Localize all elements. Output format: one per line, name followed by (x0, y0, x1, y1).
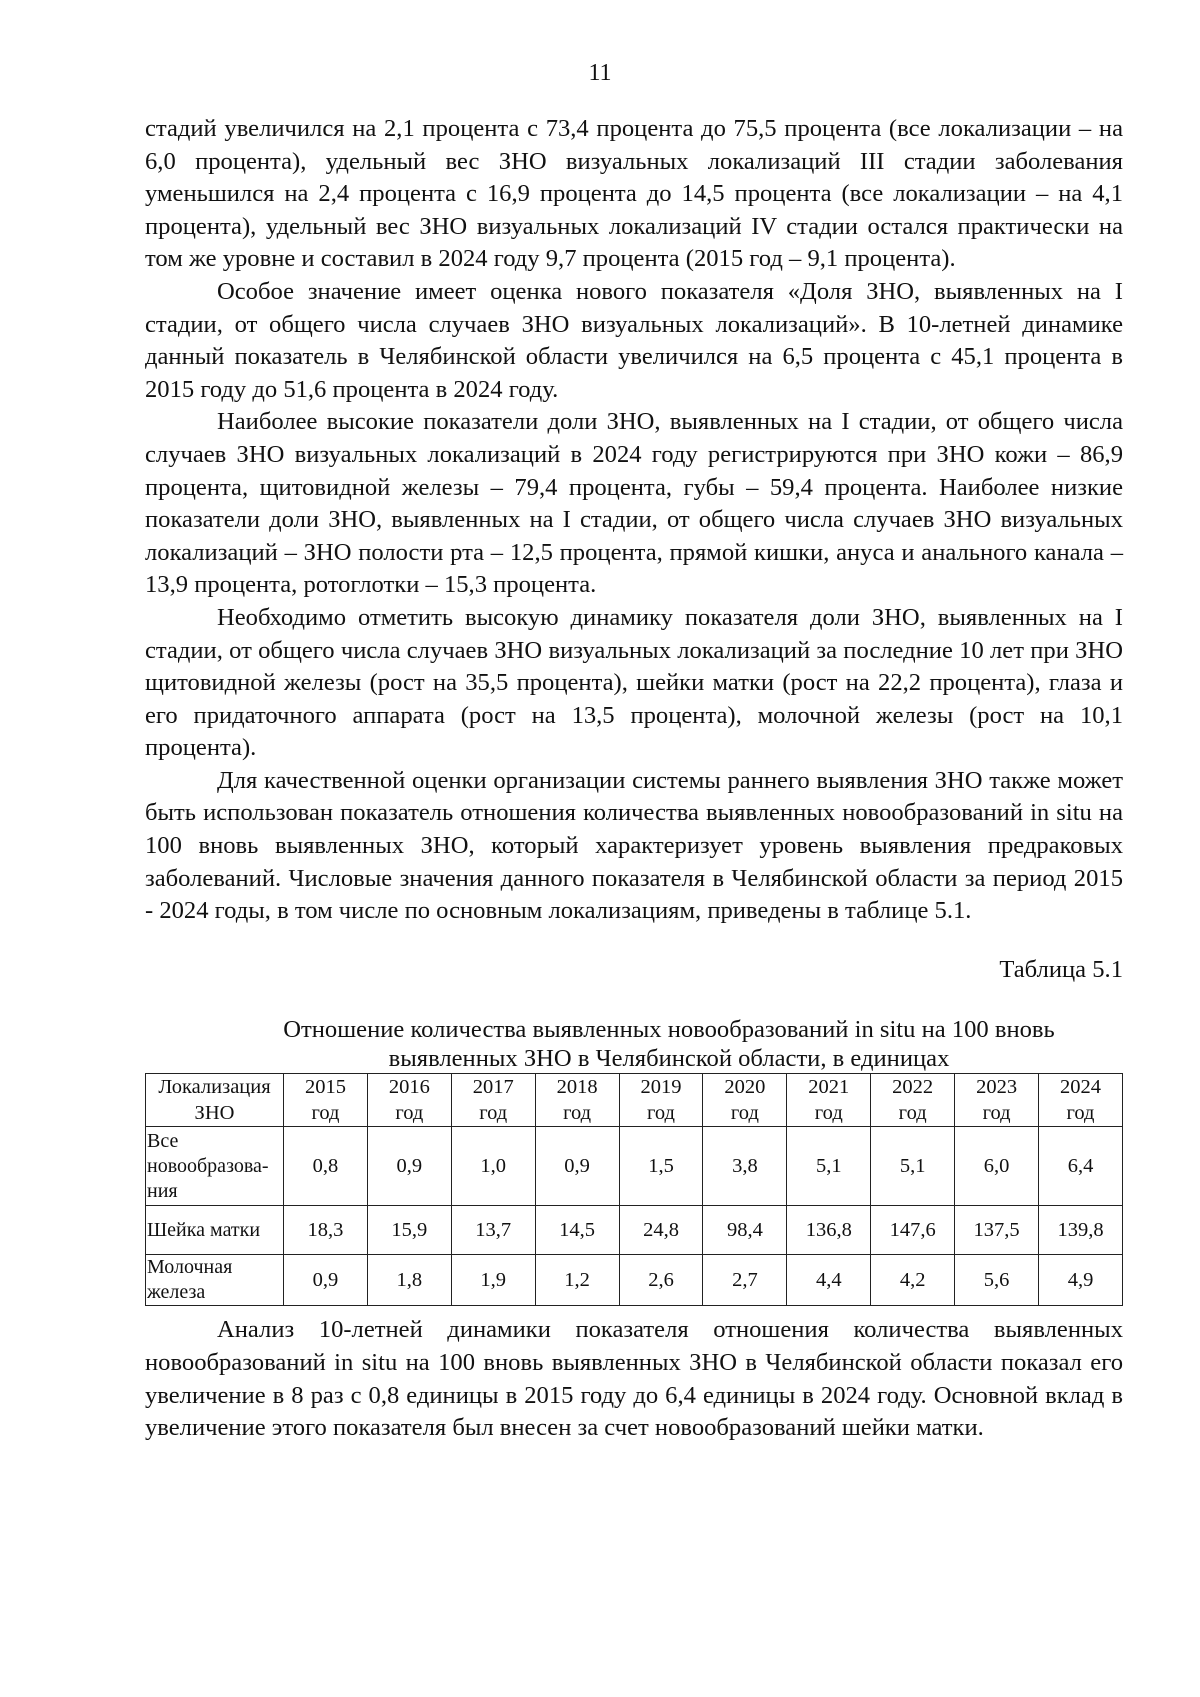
header-year-suffix: год (898, 1102, 927, 1125)
in-situ-table (145, 1073, 1123, 1306)
table-cell: 1,0 (451, 1127, 535, 1206)
page-number: 11 (588, 60, 612, 86)
table-title-line-1: Отношение количества выявленных новообразований in situ на 100 вновь (283, 1016, 1055, 1044)
table-cell: 13,7 (451, 1206, 535, 1255)
header-year-suffix: год (395, 1102, 424, 1125)
paragraph-stage-shares: стадий увеличился на 2,1 процента с 73,4 процента до 75,5 процента (все локализации – на 6,0 процента), удельный вес ЗНО визуальных локализаций III стадии заболевания уменьшился на 2,4 процента с 16,9 процента до 14,5 процента (все локализации – на 4,1 процента), удельный вес ЗНО визуальных локализаций IV стадии остался практически на том же уровне и составил в 2024 году 9,7 процента (2015 год – 9,1 процента). (145, 115, 1123, 273)
header-year (284, 1074, 368, 1127)
table-cell: 0,9 (367, 1127, 451, 1206)
table-label: Таблица 5.1 (999, 955, 1123, 983)
table-header-row (146, 1074, 1123, 1127)
table-cell: 4,2 (871, 1255, 955, 1306)
header-year (619, 1074, 703, 1127)
table-cell: 6,0 (955, 1127, 1039, 1206)
header-year-suffix: год (814, 1102, 843, 1125)
document-body (145, 113, 1123, 1445)
row-localization: Молочная железа (146, 1255, 284, 1306)
header-localization (146, 1074, 284, 1127)
table-cell: 1,5 (619, 1127, 703, 1206)
header-year (787, 1074, 871, 1127)
header-year-value: 2016 (388, 1076, 430, 1099)
header-year-value: 2017 (472, 1076, 514, 1099)
row-localization: Шейка матки (146, 1206, 284, 1255)
table-cell: 5,6 (955, 1255, 1039, 1306)
header-year-suffix: год (647, 1102, 675, 1125)
header-year (1039, 1074, 1123, 1127)
table-cell: 5,1 (871, 1127, 955, 1206)
header-year-suffix: год (563, 1102, 592, 1125)
table-cell: 6,4 (1039, 1127, 1123, 1206)
table-cell: 1,9 (451, 1255, 535, 1306)
header-year (871, 1074, 955, 1127)
row-localization: Все новообразова-ния (146, 1127, 284, 1206)
header-year (703, 1074, 787, 1127)
header-year (367, 1074, 451, 1127)
table-cell: 2,7 (703, 1255, 787, 1306)
header-year-value: 2018 (556, 1076, 598, 1099)
table-cell: 137,5 (955, 1206, 1039, 1255)
table-cell: 14,5 (535, 1206, 619, 1255)
header-year (535, 1074, 619, 1127)
table-title-line-2: выявленных ЗНО в Челябинской области, в единицах (388, 1044, 950, 1072)
header-localization-line-1: Локализация (158, 1076, 271, 1099)
header-year-value: 2020 (724, 1076, 766, 1099)
table-cell: 24,8 (619, 1206, 703, 1255)
table-cell: 0,9 (535, 1127, 619, 1206)
header-year-suffix: год (730, 1102, 759, 1125)
table-cell: 5,1 (787, 1127, 871, 1206)
paragraph-in-situ-intro: Для качественной оценки организации системы раннего выявления ЗНО также может быть использован показатель отношения количества выявленных новообразований in situ на 100 вновь выявленных ЗНО, который характеризует уровень выявления предраковых заболеваний. Числовые значения данного показателя в Челябинской области за период 2015 - 2024 годы, в том числе по основным локализациям, приведены в таблице 5.1. (145, 766, 1123, 925)
paragraph-highest-lowest: Наиболее высокие показатели доли ЗНО, выявленных на I стадии, от общего числа случаев ЗНО визуальных локализаций в 2024 году регистрируются при ЗНО кожи – 86,9 процента, щитовидной железы – 79,4 процента, губы – 59,4 процента. Наиболее низкие показатели доли ЗНО, выявленных на I стадии, от общего числа случаев ЗНО визуальных локализаций – ЗНО полости рта – 12,5 процента, прямой кишки, ануса и анального канала – 13,9 процента, ротоглотки – 15,3 процента. (145, 408, 1123, 599)
table-cell: 4,4 (787, 1255, 871, 1306)
header-year (955, 1074, 1039, 1127)
table-cell: 136,8 (787, 1206, 871, 1255)
header-year-value: 2022 (892, 1076, 934, 1099)
header-year-value: 2021 (808, 1076, 850, 1099)
header-year-value: 2023 (976, 1076, 1018, 1099)
table-cell: 1,8 (367, 1255, 451, 1306)
header-year-suffix: год (311, 1102, 340, 1125)
header-year-suffix: год (1066, 1102, 1095, 1125)
table-cell: 0,8 (284, 1127, 368, 1206)
header-year-value: 2015 (304, 1076, 346, 1099)
table-cell: 98,4 (703, 1206, 787, 1255)
paragraph-dynamics: Необходимо отметить высокую динамику показателя доли ЗНО, выявленных на I стадии, от общего числа случаев ЗНО визуальных локализаций за последние 10 лет при ЗНО щитовидной железы (рост на 35,5 процента), шейки матки (рост на 22,2 процента), глаза и его придаточного аппарата (рост на 13,5 процента), молочной железы (рост на 10,1 процента). (145, 603, 1123, 762)
table-row (146, 1127, 1123, 1206)
paragraph-stage-one-indicator: Особое значение имеет оценка нового показателя «Доля ЗНО, выявленных на I стадии, от общего числа случаев ЗНО визуальных локализаций». В 10-летней динамике данный показатель в Челябинской области увеличился на 6,5 процента с 45,1 процента в 2015 году до 51,6 процента в 2024 году. (145, 277, 1123, 403)
paragraph-analysis: Анализ 10-летней динамики показателя отношения количества выявленных новообразований in situ на 100 вновь выявленных ЗНО в Челябинской области показал его увеличение в 8 раз с 0,8 единицы в 2015 году до 6,4 единицы в 2024 году. Основной вклад в увеличение этого показателя был внесен за счет новообразований шейки матки. (145, 1316, 1123, 1442)
table-title (145, 1016, 1123, 1073)
header-year (451, 1074, 535, 1127)
header-year-value: 2024 (1060, 1076, 1101, 1099)
table-cell: 147,6 (871, 1206, 955, 1255)
table-cell: 3,8 (703, 1127, 787, 1206)
table-row (146, 1206, 1123, 1255)
header-year-suffix: год (982, 1102, 1011, 1125)
header-localization-line-2: ЗНО (194, 1102, 235, 1125)
table-cell: 18,3 (284, 1206, 368, 1255)
table-row (146, 1255, 1123, 1306)
table-cell: 139,8 (1039, 1206, 1123, 1255)
table-cell: 15,9 (367, 1206, 451, 1255)
table-cell: 4,9 (1039, 1255, 1123, 1306)
table-cell: 1,2 (535, 1255, 619, 1306)
table-cell: 0,9 (284, 1255, 368, 1306)
table-cell: 2,6 (619, 1255, 703, 1306)
header-year-suffix: год (479, 1102, 508, 1125)
header-year-value: 2019 (640, 1076, 682, 1099)
